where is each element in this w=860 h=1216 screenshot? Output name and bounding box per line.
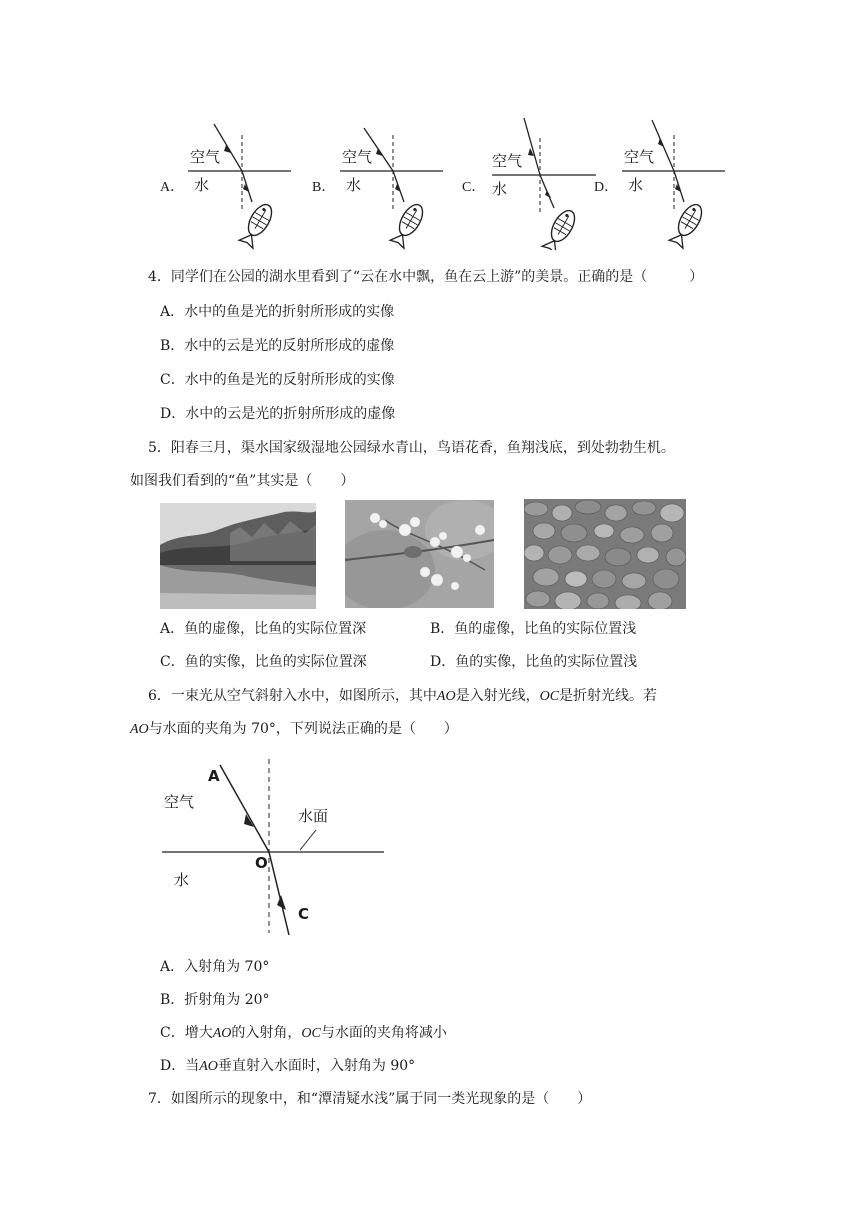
blossom-photo — [345, 500, 494, 608]
q6-option-a: A．入射角为 70° — [160, 959, 270, 975]
q3-option-b-letter: B． — [312, 180, 336, 195]
q4-option-d: D．水中的云是光的折射所形成的虚像 — [160, 406, 396, 422]
q3-option-a-letter: A． — [160, 180, 185, 195]
q3-options-row — [150, 110, 750, 250]
point-c-label: C — [298, 905, 310, 923]
q6-option-c-oc: OC — [301, 1026, 321, 1041]
q6-stem-line2 — [130, 719, 458, 740]
q3-option-c-letter: C． — [462, 180, 486, 195]
q3-b-water-label: 水 — [346, 176, 362, 194]
fish-icon — [389, 201, 427, 249]
point-o-label: O — [255, 854, 268, 872]
fish-icon — [541, 207, 579, 250]
q6-stem-part2: 是入射光线， — [455, 688, 540, 704]
q6-option-d — [160, 1056, 415, 1077]
q3-c-water-label: 水 — [492, 180, 508, 198]
q6-option-c — [160, 1023, 447, 1044]
q3-a-air-label: 空气 — [190, 148, 221, 166]
q5-option-b: B．鱼的虚像，比鱼的实际位置浅 — [430, 621, 637, 637]
q3-option-a-diagram — [188, 110, 298, 250]
q4-option-c: C．水中的鱼是光的反射所形成的实像 — [160, 372, 395, 388]
q6-ao-term: AO — [436, 689, 456, 704]
q6-water-label: 水 — [174, 871, 190, 889]
q3-b-air-label: 空气 — [342, 148, 373, 166]
q6-stem-part3: 是折射光线。若 — [559, 688, 658, 704]
q5-stem-line2: 如图我们看到的“鱼”其实是（ ） — [130, 473, 355, 489]
q3-a-water-label: 水 — [194, 176, 210, 194]
q4-stem: 4．同学们在公园的湖水里看到了“云在水中飘，鱼在云上游”的美景。正确的是（ ） — [148, 269, 704, 285]
q5-stem-line1: 5．阳春三月，渠水国家级湿地公园绿水青山，鸟语花香，鱼翔浅底，到处勃勃生机。 — [148, 440, 675, 456]
q3-option-d-letter: D． — [594, 180, 619, 195]
q6-stem-part4: 与水面的夹角为 70°，下列说法正确的是（ ） — [148, 721, 458, 737]
q6-air-label: 空气 — [164, 793, 195, 811]
lake-photo — [160, 503, 316, 609]
q5-option-d: D．鱼的实像，比鱼的实际位置浅 — [430, 654, 638, 670]
q3-d-air-label: 空气 — [624, 148, 655, 166]
q3-option-d-diagram — [622, 110, 732, 250]
q6-option-c-part2: 的入射角， — [231, 1025, 302, 1041]
q3-option-c-diagram — [488, 110, 600, 250]
q6-option-c-part1: C．增大 — [160, 1025, 213, 1041]
q6-option-d-part2: 垂直射入水面时，入射角为 90° — [217, 1058, 416, 1074]
q6-oc-term: OC — [539, 689, 560, 704]
q6-option-b: B．折射角为 20° — [160, 992, 270, 1008]
q6-option-c-part3: 与水面的夹角将减小 — [320, 1025, 447, 1041]
q5-option-c: C．鱼的实像，比鱼的实际位置深 — [160, 654, 367, 670]
q5-option-a: A．鱼的虚像，比鱼的实际位置深 — [160, 621, 367, 637]
q6-stem-part1: 6．一束光从空气斜射入水中，如图所示，其中 — [148, 688, 437, 704]
q6-option-d-part1: D．当 — [160, 1058, 200, 1074]
point-a-label: A — [208, 767, 220, 785]
q6-stem-line1 — [148, 686, 657, 707]
q6-option-d-ao: AO — [199, 1059, 218, 1074]
q7-stem: 7．如图所示的现象中，和“潭清疑水浅”属于同一类光现象的是（ ） — [148, 1091, 592, 1107]
q6-ao-term-2: AO — [130, 722, 149, 737]
pebbles-photo — [524, 499, 686, 609]
q6-option-c-ao: AO — [212, 1026, 232, 1041]
q6-surface-label: 水面 — [298, 807, 329, 825]
q4-option-a: A．水中的鱼是光的折射所形成的实像 — [160, 304, 395, 320]
q6-refraction-diagram — [160, 755, 390, 940]
q3-d-water-label: 水 — [628, 176, 644, 194]
q3-option-b-diagram — [340, 110, 450, 250]
q4-option-b: B．水中的云是光的反射所形成的虚像 — [160, 338, 395, 354]
fish-icon — [238, 201, 276, 249]
q3-c-air-label: 空气 — [492, 152, 523, 170]
